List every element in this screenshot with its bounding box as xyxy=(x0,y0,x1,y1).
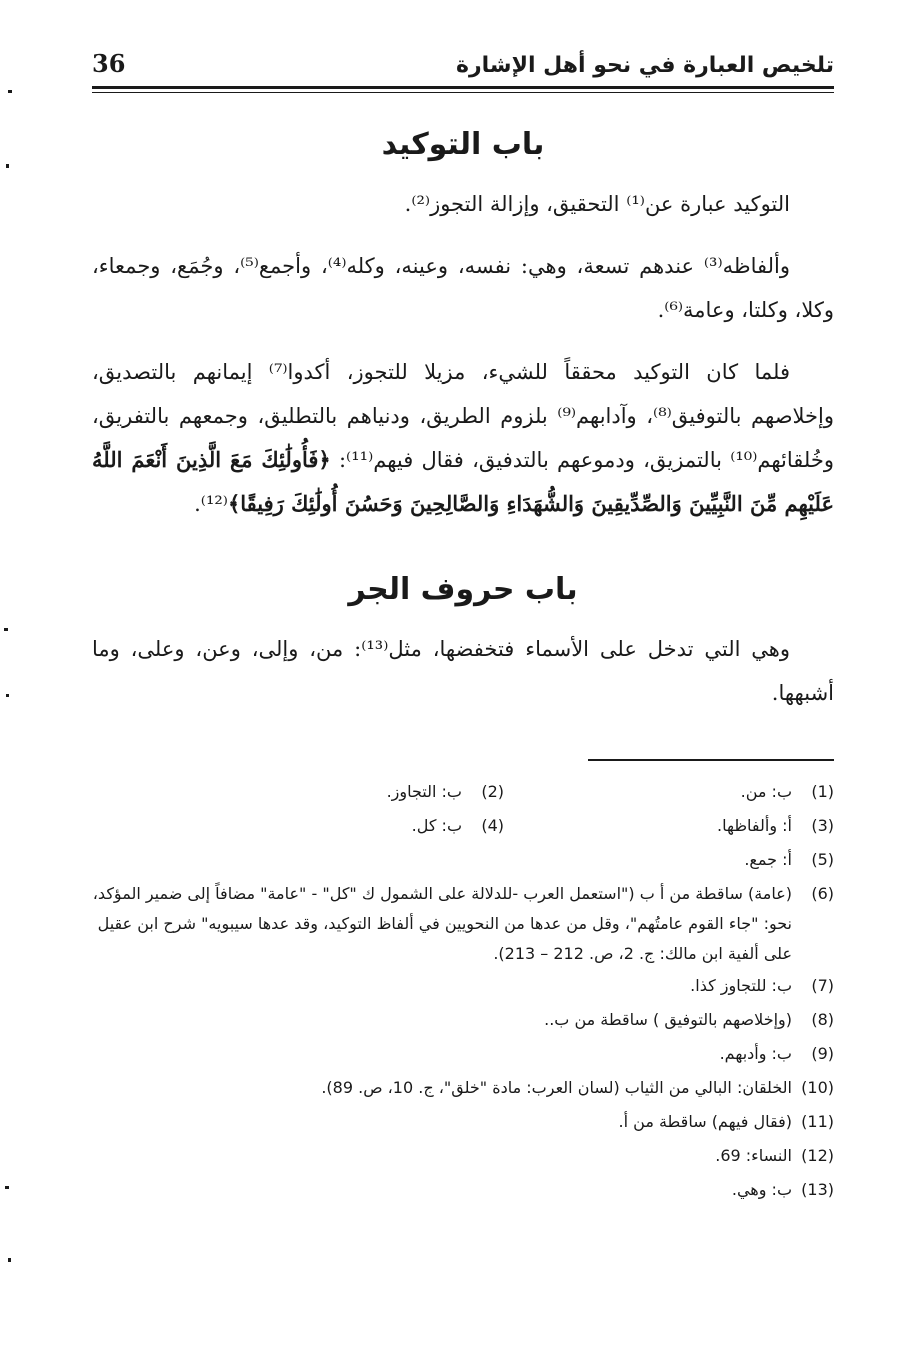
footnote-text: ب: من. xyxy=(740,782,792,801)
footnote-row xyxy=(92,809,834,843)
section-title-huruf-aljarr: باب حروف الجر xyxy=(348,572,578,607)
footnote-text: ب: كل. xyxy=(411,816,462,835)
footnote-text: ب: للتجاوز كذا. xyxy=(690,976,792,995)
footnote-text: ب: وهي. xyxy=(731,1180,792,1199)
footnote-row xyxy=(92,775,834,809)
footnote-number: (3) xyxy=(811,816,834,835)
book-page xyxy=(92,30,834,1207)
header-rule-thick xyxy=(92,86,834,89)
footnote-row xyxy=(92,1071,834,1105)
footnote-10 xyxy=(92,1071,834,1105)
footnote-2 xyxy=(174,775,504,809)
footnote-text: ب: التجاوز. xyxy=(386,782,462,801)
footnote-9 xyxy=(92,1037,834,1071)
footnote-row xyxy=(92,1105,834,1139)
footnote-number: (1) xyxy=(811,782,834,801)
footnotes xyxy=(92,775,834,1207)
scan-speck xyxy=(5,1186,9,1189)
footnote-number: (12) xyxy=(801,1146,834,1165)
footnote-1 xyxy=(504,775,834,809)
footnote-text: (عامة) ساقطة من أ ب ("استعمل العرب -للدلالة على الشمول ك "كل" - "عامة" مضافاً إلى ضمير المؤكد، نحو: "جاء القوم عامتُهم"، وقل من عدها من النحويين في ألفاظ التوكيد، وقد عدها سيبويه" شرح ابن عقيل على ألفية ابن مالك: ج. 2، ص. 212 – 213). xyxy=(92,884,792,963)
footnote-text: الخلقان: البالي من الثياب (لسان العرب: مادة "خلق"، ج. 10، ص. 89). xyxy=(321,1078,792,1097)
footnote-number: (9) xyxy=(811,1044,834,1063)
running-title: تلخيص العبارة في نحو أهل الإشارة xyxy=(456,53,834,78)
footnote-row xyxy=(92,1037,834,1071)
footnote-row xyxy=(92,1139,834,1173)
footnote-3 xyxy=(504,809,834,843)
footnote-text: (فقال فيهم) ساقطة من أ. xyxy=(618,1112,792,1131)
scan-speck xyxy=(8,90,12,93)
footnote-number: (10) xyxy=(801,1078,834,1097)
paragraph-words: وألفاظه⁽³⁾ عندهم تسعة، وهي: نفسه، وعينه، وكله⁽⁴⁾، وأجمع⁽⁵⁾، وجُمَع، وجمعاء، وكلا، وكلتا، وعامة⁽⁶⁾. xyxy=(92,254,834,322)
footnote-11 xyxy=(92,1105,834,1139)
footnote-number: (8) xyxy=(811,1010,834,1029)
footnote-text: النساء: 69. xyxy=(715,1146,792,1165)
footnote-text: ب: وأدبهم. xyxy=(719,1044,792,1063)
footnote-number: (11) xyxy=(801,1112,834,1131)
footnote-5 xyxy=(92,843,834,877)
footnote-text: (وإخلاصهم بالتوفيق ) ساقطة من ب.. xyxy=(544,1010,792,1029)
paragraph-definition: التوكيد عبارة عن⁽¹⁾ التحقيق، وإزالة التجوز⁽²⁾. xyxy=(404,192,790,216)
footnote-8 xyxy=(92,1003,834,1037)
explanation-text: فلما كان التوكيد محققاً للشيء، مزيلا للتجوز، أكدوا⁽⁷⁾ إيمانهم بالتصديق، وإخلاصهم بالتوفيق⁽⁸⁾، وآدابهم⁽⁹⁾ بلزوم الطريق، ودنياهم بالتطليق، وجمعهم بالتفريق، وخُلقائهم⁽¹⁰⁾ بالتمزيق، ودموعهم بالتدفيق، فقال فيهم⁽¹¹⁾: xyxy=(92,360,835,472)
page-header xyxy=(92,30,834,78)
footnote-text: أ: وألفاظها. xyxy=(716,816,792,835)
footnote-separator xyxy=(588,759,834,761)
paragraph-jarr-definition: وهي التي تدخل على الأسماء فتخفضها، مثل⁽¹³⁾: من، وإلى، وعن، وعلى، وما أشبهها. xyxy=(92,637,834,705)
footnote-row xyxy=(92,1003,834,1037)
footnote-number: (4) xyxy=(481,816,504,835)
header-rule-thin xyxy=(92,92,834,93)
footnote-13 xyxy=(92,1173,834,1207)
footnote-number: (5) xyxy=(811,850,834,869)
footnote-number: (7) xyxy=(811,976,834,995)
scan-speck xyxy=(4,628,8,631)
footnote-6 xyxy=(92,877,834,969)
footnote-number: (2) xyxy=(481,782,504,801)
footnote-row xyxy=(92,1173,834,1207)
scan-speck xyxy=(6,694,9,697)
footnote-4 xyxy=(174,809,504,843)
footnote-row xyxy=(92,877,834,969)
footnote-number: (6) xyxy=(811,884,834,903)
footnote-number: (13) xyxy=(801,1180,834,1199)
footnote-row xyxy=(92,969,834,1003)
quran-verse: ﴿فَأُولَٰئِكَ مَعَ الَّذِينَ أَنْعَمَ اللَّهُ عَلَيْهِم مِّنَ النَّبِيِّينَ وَالصِّدِّيقِينَ وَالشُّهَدَاءِ وَالصَّالِحِينَ وَحَسُنَ أُولَٰئِكَ رَفِيقًا﴾ xyxy=(92,447,834,516)
section-title-tawkid: باب التوكيد xyxy=(381,127,545,162)
scan-speck xyxy=(6,164,9,168)
footnote-12 xyxy=(92,1139,834,1173)
paragraph-explanation xyxy=(92,350,834,526)
page-number: 36 xyxy=(92,49,126,78)
scan-speck xyxy=(8,1258,11,1262)
verse-reference: ⁽¹²⁾. xyxy=(194,492,228,516)
footnote-row xyxy=(92,843,834,877)
footnote-text: أ: جمع. xyxy=(744,850,792,869)
footnote-7 xyxy=(92,969,834,1003)
